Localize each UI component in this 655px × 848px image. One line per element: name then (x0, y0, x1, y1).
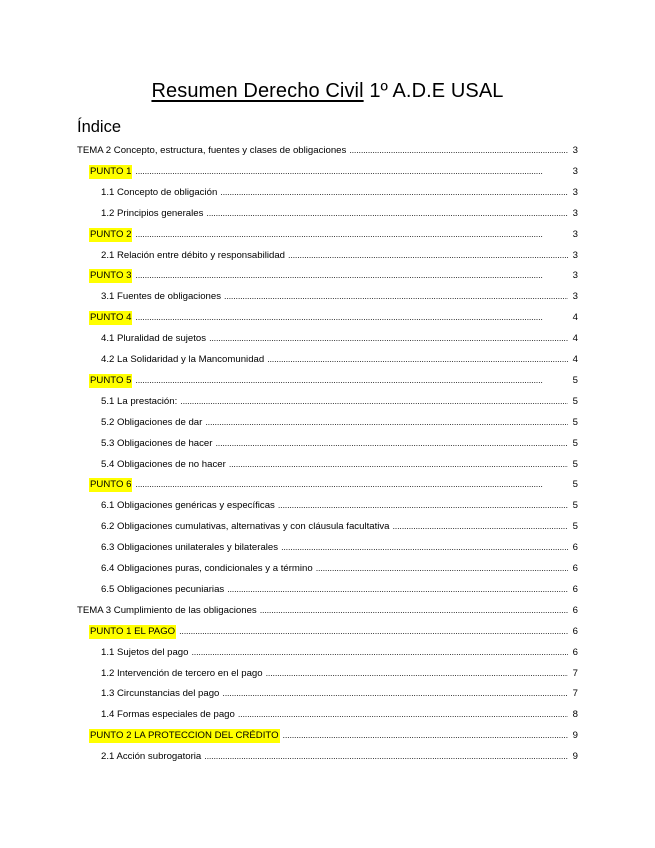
toc-entry-label: 1.1 Sujetos del pago (101, 646, 189, 658)
toc-entry-label: 5.3 Obligaciones de hacer (101, 437, 213, 449)
toc-entry-label: 6.1 Obligaciones genéricas y específicas (101, 500, 275, 512)
toc-entry-label: PUNTO 4 (90, 312, 132, 324)
toc-entry-label: 2.1 Acción subrogatoria (101, 751, 202, 763)
toc-entry-label: 5.2 Obligaciones de dar (101, 416, 203, 428)
toc-leader-dots (135, 164, 568, 178)
toc-entry-label: 6.5 Obligaciones pecuniarias (101, 583, 225, 595)
toc-leader-dots (349, 143, 568, 157)
toc-entry[interactable] (101, 540, 578, 554)
toc-entry-page: 6 (572, 625, 578, 637)
toc-entry[interactable] (89, 310, 578, 324)
toc-leader-dots (135, 268, 568, 282)
toc-entry-page: 5 (572, 374, 578, 386)
toc-leader-dots (227, 582, 568, 596)
toc-entry-page: 3 (572, 145, 578, 156)
toc-entry-page: 6 (572, 583, 578, 595)
toc-leader-dots (204, 749, 568, 763)
toc-leader-dots (135, 373, 568, 387)
toc-entry-page: 4 (572, 354, 578, 365)
toc-entry[interactable] (89, 624, 578, 638)
toc-entry-page: 3 (572, 270, 578, 282)
toc-entry-label: PUNTO 6 (90, 479, 132, 491)
toc-entry-page: 5 (572, 521, 578, 533)
toc-entry-page: 6 (572, 604, 578, 616)
toc-entry-page: 4 (572, 312, 578, 324)
toc-leader-dots (205, 415, 568, 429)
toc-entry-page: 3 (572, 165, 578, 177)
toc-leader-dots (191, 645, 568, 659)
index-heading: Índice (77, 118, 122, 136)
toc-entry-page: 5 (572, 500, 578, 512)
toc-entry-page: 7 (572, 688, 578, 700)
toc-entry-page: 3 (572, 228, 578, 240)
toc-entry[interactable] (101, 394, 578, 408)
toc-entry[interactable] (89, 227, 578, 241)
toc-entry-page: 7 (572, 667, 578, 679)
toc-entry[interactable] (101, 561, 578, 575)
toc-entry-label: 1.1 Concepto de obligación (101, 186, 218, 198)
toc-leader-dots (283, 728, 568, 742)
toc-leader-dots (135, 477, 568, 491)
toc-entry-label: 1.3 Circunstancias del pago (101, 688, 220, 700)
toc-entry-page: 6 (572, 646, 578, 658)
toc-entry[interactable] (89, 268, 578, 282)
toc-entry-label: 2.1 Relación entre débito y responsabilidad (101, 249, 286, 261)
toc-leader-dots (135, 227, 568, 241)
toc-entry-label: 4.2 La Solidaridad y la Mancomunidad (101, 354, 265, 365)
toc-entry[interactable] (89, 164, 578, 178)
toc-entry[interactable] (101, 749, 578, 763)
toc-leader-dots (220, 185, 568, 199)
toc-entry[interactable] (101, 352, 578, 366)
toc-entry-page: 3 (572, 249, 578, 261)
toc-leader-dots (206, 206, 568, 220)
toc-entry-page: 5 (572, 437, 578, 449)
toc-entry-label: 6.4 Obligaciones puras, condicionales y a término (101, 563, 313, 574)
toc-entry-page: 9 (572, 751, 578, 763)
toc-leader-dots (281, 540, 568, 554)
toc-entry-label: PUNTO 2 (90, 228, 132, 240)
toc-entry-page: 8 (572, 709, 578, 721)
toc-entry[interactable] (101, 498, 578, 512)
toc-leader-dots (316, 561, 568, 575)
toc-leader-dots (229, 457, 568, 471)
toc-entry-page: 3 (572, 186, 578, 198)
toc-entry[interactable] (101, 582, 578, 596)
toc-leader-dots (288, 248, 568, 262)
toc-entry-page: 9 (572, 730, 578, 742)
toc-entry-label: 1.4 Formas especiales de pago (101, 709, 235, 721)
toc-leader-dots (209, 331, 568, 345)
toc-entry[interactable] (101, 519, 578, 533)
toc-leader-dots (238, 707, 568, 721)
toc-entry-label: PUNTO 1 EL PAGO (90, 625, 176, 637)
toc-entry-label: 5.1 La prestación: (101, 395, 178, 407)
toc-entry[interactable] (101, 415, 578, 429)
toc-entry[interactable] (77, 603, 578, 617)
toc-leader-dots (135, 310, 568, 324)
toc-entry-label: 1.2 Principios generales (101, 207, 204, 219)
toc-leader-dots (393, 519, 569, 533)
toc-entry-label: PUNTO 3 (90, 270, 132, 282)
toc-entry[interactable] (101, 248, 578, 262)
toc-entry-label: TEMA 2 Concepto, estructura, fuentes y clases de obligaciones (77, 145, 347, 156)
toc-entry-label: 3.1 Fuentes de obligaciones (101, 291, 222, 303)
toc-entry-page: 6 (572, 542, 578, 554)
toc-entry[interactable] (101, 185, 578, 199)
document-title-rest: 1º A.D.E USAL (369, 80, 504, 102)
toc-entry-page: 4 (572, 333, 578, 345)
toc-entry[interactable] (101, 686, 578, 700)
toc-entry[interactable] (89, 477, 578, 491)
toc-entry-label: PUNTO 2 LA PROTECCION DEL CRÉDITO (90, 730, 279, 742)
toc-leader-dots (180, 394, 568, 408)
toc-leader-dots (215, 436, 568, 450)
toc-entry-label: 1.2 Intervención de tercero en el pago (101, 667, 263, 679)
toc-entry[interactable] (101, 206, 578, 220)
toc-leader-dots (266, 666, 568, 680)
toc-entry[interactable] (101, 289, 578, 303)
toc-entry[interactable] (77, 143, 578, 157)
toc-leader-dots (179, 624, 568, 638)
toc-entry-label: TEMA 3 Cumplimiento de las obligaciones (77, 604, 257, 616)
toc-entry[interactable] (101, 666, 578, 680)
toc-entry-page: 5 (572, 395, 578, 407)
toc-entry-page: 5 (572, 479, 578, 491)
toc-leader-dots (267, 352, 568, 366)
toc-entry-label: 6.2 Obligaciones cumulativas, alternativas y con cláusula facultativa (101, 521, 390, 533)
toc-entry[interactable] (89, 373, 578, 387)
toc-entry-label: PUNTO 5 (90, 374, 132, 386)
toc-entry-page: 3 (572, 291, 578, 303)
toc-entry-page: 5 (572, 416, 578, 428)
toc-leader-dots (260, 603, 568, 617)
toc-leader-dots (278, 498, 568, 512)
toc-leader-dots (224, 289, 568, 303)
toc-entry[interactable] (101, 707, 578, 721)
toc-entry-page: 5 (572, 458, 578, 470)
toc-entry[interactable] (101, 331, 578, 345)
toc-leader-dots (222, 686, 568, 700)
toc-entry[interactable] (89, 728, 578, 742)
toc-entry[interactable] (101, 436, 578, 450)
toc-entry-label: PUNTO 1 (90, 165, 132, 177)
toc-entry[interactable] (101, 645, 578, 659)
toc-entry-label: 6.3 Obligaciones unilaterales y bilaterales (101, 542, 279, 554)
toc-entry-label: 4.1 Pluralidad de sujetos (101, 333, 207, 345)
toc-entry[interactable] (101, 457, 578, 471)
toc-entry-label: 5.4 Obligaciones de no hacer (101, 458, 226, 470)
toc-entry-page: 3 (572, 207, 578, 219)
toc-entry-page: 6 (572, 563, 578, 574)
document-title-underlined: Resumen Derecho Civil (151, 80, 364, 102)
